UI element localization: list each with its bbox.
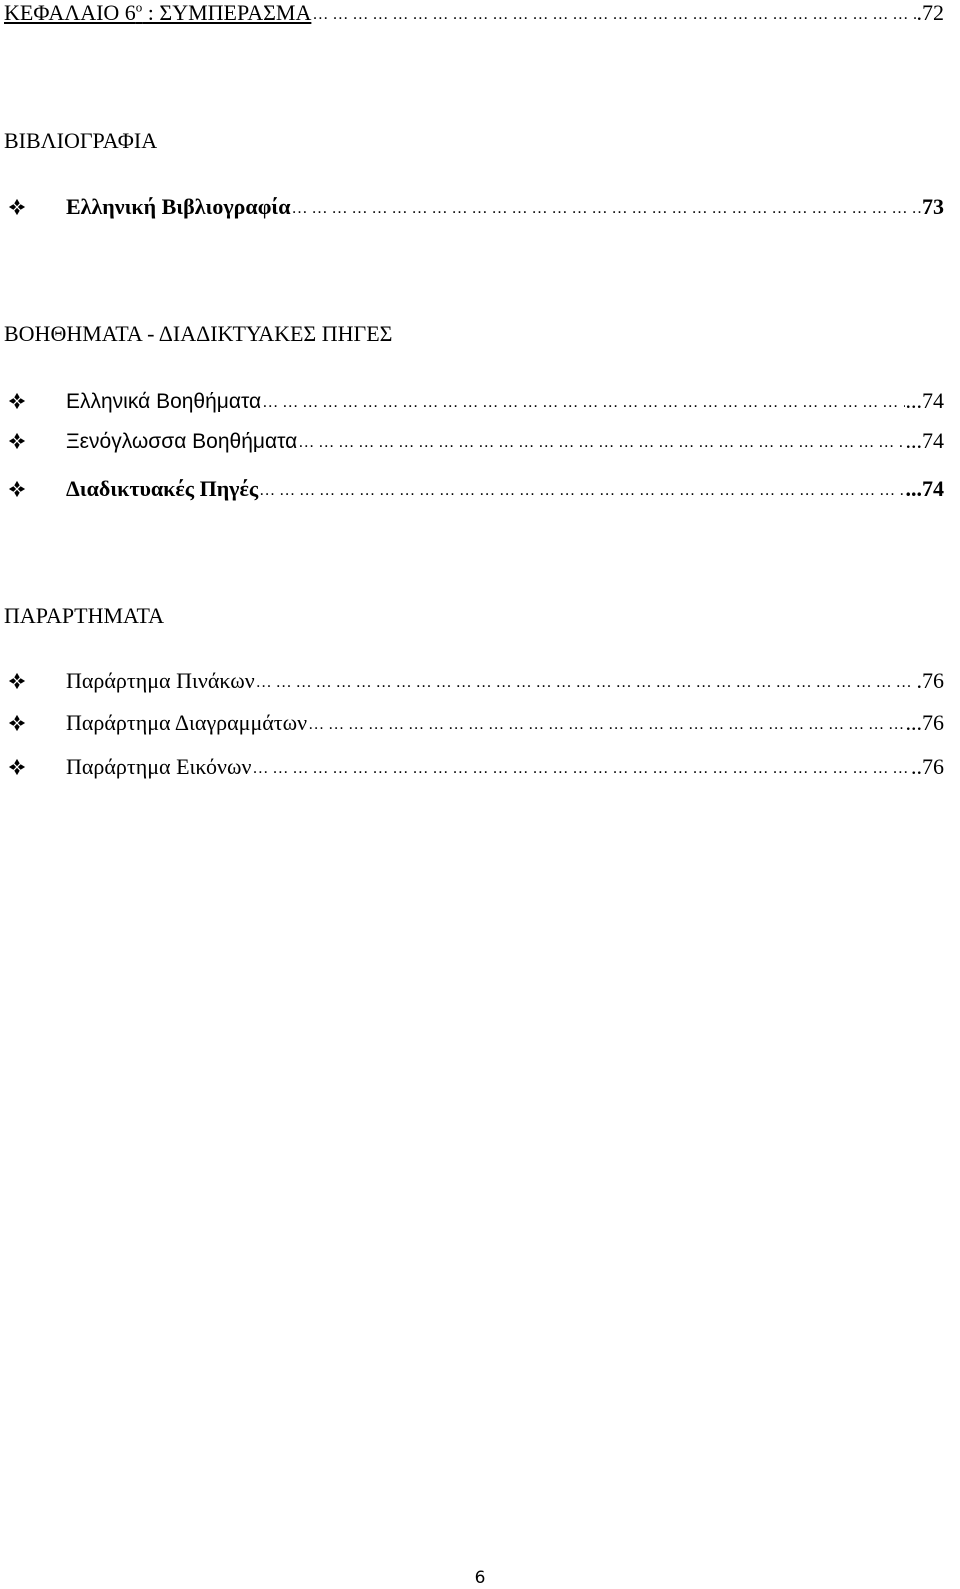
diamond-flower-bullet-icon xyxy=(8,392,26,410)
toc-entry-label: Ελληνική Βιβλιογραφία xyxy=(66,194,291,219)
toc-entry-greek-bibliography[interactable] xyxy=(66,196,944,218)
toc-page-number: .76 xyxy=(916,668,944,693)
toc-entry-label: Ξενόγλωσσα Βοηθήματα xyxy=(66,430,298,453)
diamond-flower-bullet-icon xyxy=(8,714,26,732)
toc-chapter-label: ΚΕΦΑΛΑΙΟ $6^o$ : ΣΥΜΠΕΡΑΣΜΑ xyxy=(4,0,312,25)
toc-page-number: ...76 xyxy=(905,710,944,735)
toc-entry-label: Ελληνικά Βοηθήματα xyxy=(66,390,262,413)
toc-page-number: 73 xyxy=(922,194,944,219)
diamond-flower-bullet-icon xyxy=(8,432,26,450)
toc-entry-label: Παράρτημα Πινάκων xyxy=(66,668,255,693)
toc-entry-label: Παράρτημα Διαγραμμάτων xyxy=(66,710,308,735)
toc-entry-appendix-diagrams[interactable] xyxy=(66,712,944,734)
section-heading-bibliography: ΒΙΒΛΙΟΓΡΑΦΙΑ xyxy=(4,128,158,153)
dot-leader xyxy=(252,755,910,777)
toc-entry-greek-aids[interactable] xyxy=(66,390,944,412)
section-heading-aids-online-sources: ΒΟΗΘΗΜΑΤΑ - ΔΙΑΔΙΚΤΥΑΚΕΣ ΠΗΓΕΣ xyxy=(4,321,393,346)
diamond-flower-bullet-icon xyxy=(8,672,26,690)
toc-entry-appendix-tables[interactable] xyxy=(66,670,944,692)
toc-page-number: .72 xyxy=(916,0,944,25)
toc-entry-label: Παράρτημα Εικόνων xyxy=(66,754,252,779)
toc-entry-appendix-images[interactable] xyxy=(66,756,944,778)
dot-leader xyxy=(262,389,904,411)
diamond-flower-bullet-icon xyxy=(8,480,26,498)
toc-page-number: ...74 xyxy=(905,476,944,501)
dot-leader xyxy=(308,711,904,733)
dot-leader xyxy=(312,1,915,23)
page-number-footer: 6 xyxy=(474,1568,486,1588)
diamond-flower-bullet-icon xyxy=(8,758,26,776)
toc-entry-label: Διαδικτυακές Πηγές xyxy=(66,476,259,501)
dot-leader xyxy=(256,669,916,691)
section-heading-appendices: ΠΑΡΑΡΤΗΜΑΤΑ xyxy=(4,603,165,628)
dot-leader xyxy=(292,195,921,217)
toc-chapter-6[interactable] xyxy=(4,2,944,24)
toc-page-number: ...74 xyxy=(905,388,944,413)
diamond-flower-bullet-icon xyxy=(8,198,26,216)
dot-leader xyxy=(259,477,904,499)
toc-page-number: ...74 xyxy=(905,428,944,453)
toc-entry-online-sources[interactable] xyxy=(66,478,944,500)
toc-page-number: ..76 xyxy=(911,754,944,779)
dot-leader xyxy=(298,429,904,451)
toc-entry-foreign-aids[interactable] xyxy=(66,430,944,452)
